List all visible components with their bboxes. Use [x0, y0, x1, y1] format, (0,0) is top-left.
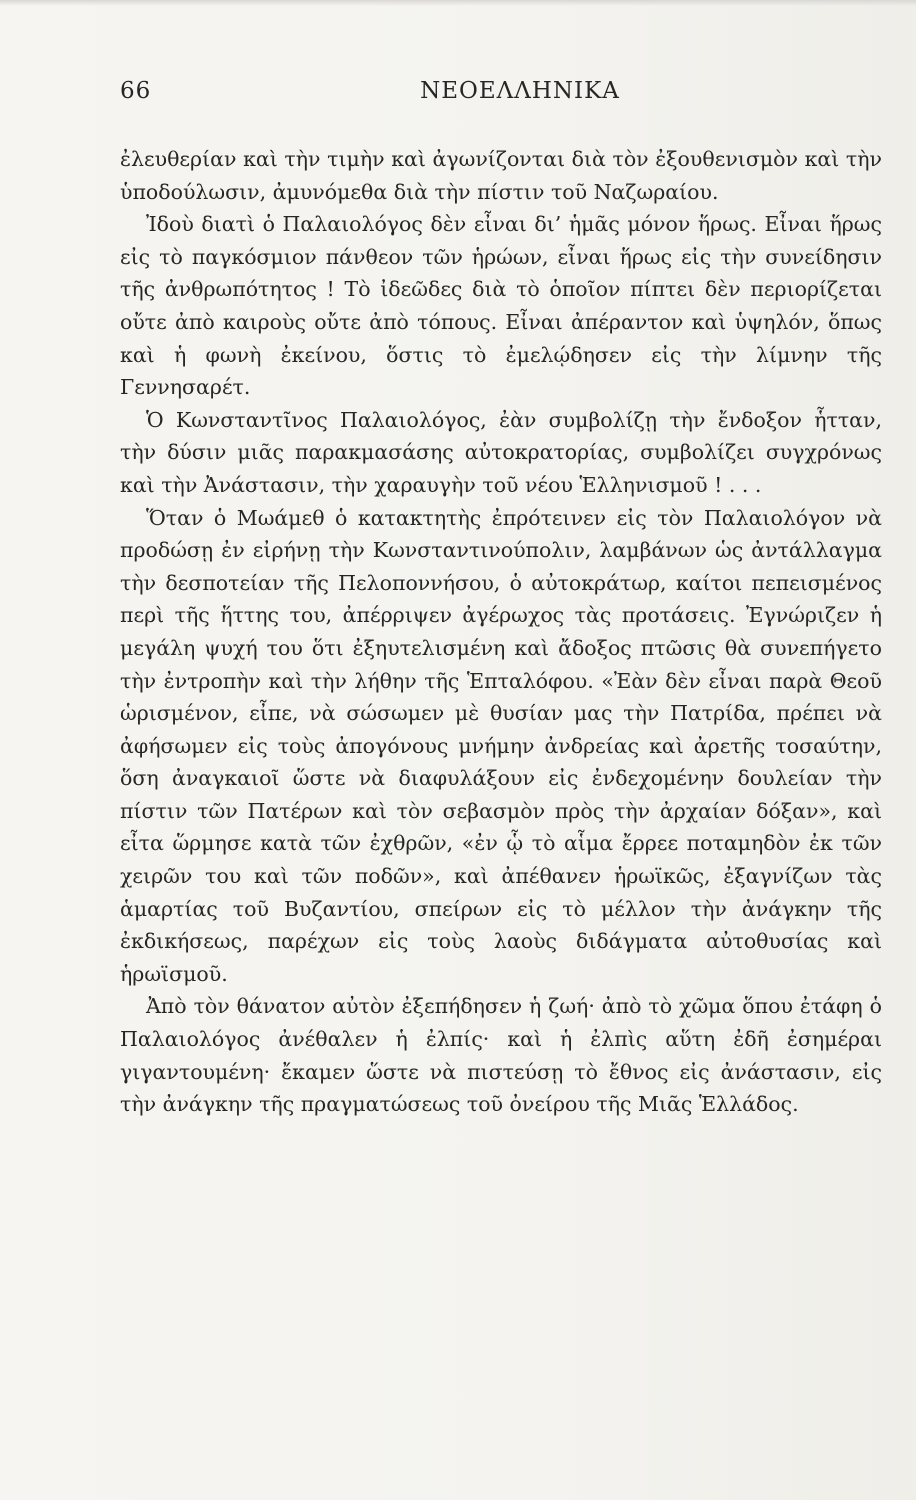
- running-head: [120, 78, 880, 118]
- paragraph-2: Ἰδοὺ διατὶ ὁ Παλαιολόγος δὲν εἶναι δι’ ἡμᾶς μόνον ἥρως. Εἶναι ἥρως εἰς τὸ παγκόσμιον πάνθεον τῶν ἡρώων, εἶναι ἥρως εἰς τὴν συνείδησιν τῆς ἀνθρωπότητος ! Τὸ ἰδεῶδες διὰ τὸ ὁποῖον πίπτει δὲν περιορίζεται οὔτε ἀπὸ καιροὺς οὔτε ἀπὸ τόπους. Εἶναι ἀπέραντον καὶ ὑψηλόν, ὅπως καὶ ἡ φωνὴ ἐκείνου, ὅστις τὸ ἐμελῴδησεν εἰς τὴν λίμνην τῆς Γεννησαρέτ.: [120, 212, 882, 400]
- paragraph-3: Ὁ Κωνσταντῖνος Παλαιολόγος, ἐὰν συμβολίζῃ τὴν ἔνδοξον ἧτταν, τὴν δύσιν μιᾶς παρακμασάσης αὐτοκρατορίας, συμβολίζει συγχρόνως καὶ τὴν Ἀνάστασιν, τὴν χαραυγὴν τοῦ νέου Ἑλληνισμοῦ ! . . .: [120, 407, 882, 497]
- paragraph-4: Ὅταν ὁ Μωάμεθ ὁ κατακτητὴς ἐπρότεινεν εἰς τὸν Παλαιολόγον νὰ προδώσῃ ἐν εἰρήνῃ τὴν Κωνσταντινούπολιν, λαμβάνων ὡς ἀντάλλαγμα τὴν δεσποτείαν τῆς Πελοποννήσου, ὁ αὐτοκράτωρ, καίτοι πεπεισμένος περὶ τῆς ἥττης του, ἀπέρριψεν ἀγέρωχος τὰς προτάσεις. Ἐγνώριζεν ἡ μεγάλη ψυχή του ὅτι ἐξηυτελισμένη καὶ ἄδοξος πτῶσις θὰ συνεπήγετο τὴν ἐντροπὴν καὶ τὴν λήθην τῆς Ἑπταλόφου. «Ἐὰν δὲν εἶναι παρὰ Θεοῦ ὡρισμένον, εἶπε, νὰ σώσωμεν μὲ θυσίαν μας τὴν Πατρίδα, πρέπει νὰ ἀφήσωμεν εἰς τοὺς ἀπογόνους μνήμην ἀνδρείας καὶ ἀρετῆς τοσαύτην, ὅση ἀναγκαιοῖ ὥστε νὰ διαφυλάξουν εἰς ἐνδεχομένην δουλείαν τὴν πίστιν τῶν Πατέρων καὶ τὸν σεβασμὸν πρὸς τὴν ἀρχαίαν δόξαν», καὶ εἶτα ὥρμησε κατὰ τῶν ἐχθρῶν, «ἐν ᾧ τὸ αἷμα ἔρρεε ποταμηδὸν ἐκ τῶν χειρῶν του καὶ τῶν ποδῶν», καὶ ἀπέθανεν ἡρωϊκῶς, ἐξαγνίζων τὰς ἁμαρτίας τοῦ Βυζαντίου, σπείρων εἰς τὸ μέλλον τὴν ἀνάγκην τῆς ἐκδικήσεως, παρέχων εἰς τοὺς λαοὺς διδάγματα αὐτοθυσίας καὶ ἡρωϊσμοῦ.: [120, 505, 882, 986]
- page-number: 66: [120, 78, 152, 104]
- body-text: [120, 143, 882, 1121]
- paragraph-1: ἐλευθερίαν καὶ τὴν τιμὴν καὶ ἀγωνίζονται διὰ τὸν ἐξουθενισμὸν καὶ τὴν ὑποδούλωσιν, ἀμυνόμεθα διὰ τὴν πίστιν τοῦ Ναζωραίου.: [120, 147, 882, 204]
- page-top-edge: [0, 0, 916, 6]
- journal-title: ΝΕΟΕΛΛΗΝΙΚΑ: [420, 78, 620, 104]
- paragraph-5: Ἀπὸ τὸν θάνατον αὐτὸν ἐξεπήδησεν ἡ ζωή· ἀπὸ τὸ χῶμα ὅπου ἐτάφη ὁ Παλαιολόγος ἀνέθαλεν ἡ ἐλπίς· καὶ ἡ ἐλπὶς αὕτη ἐδῆ ἐσημέραι γιγαντουμένη· ἔκαμεν ὥστε νὰ πιστεύσῃ τὸ ἔθνος εἰς ἀνάστασιν, εἰς τὴν ἀνάγκην τῆς πραγματώσεως τοῦ ὀνείρου τῆς Μιᾶς Ἑλλάδος.: [120, 994, 882, 1117]
